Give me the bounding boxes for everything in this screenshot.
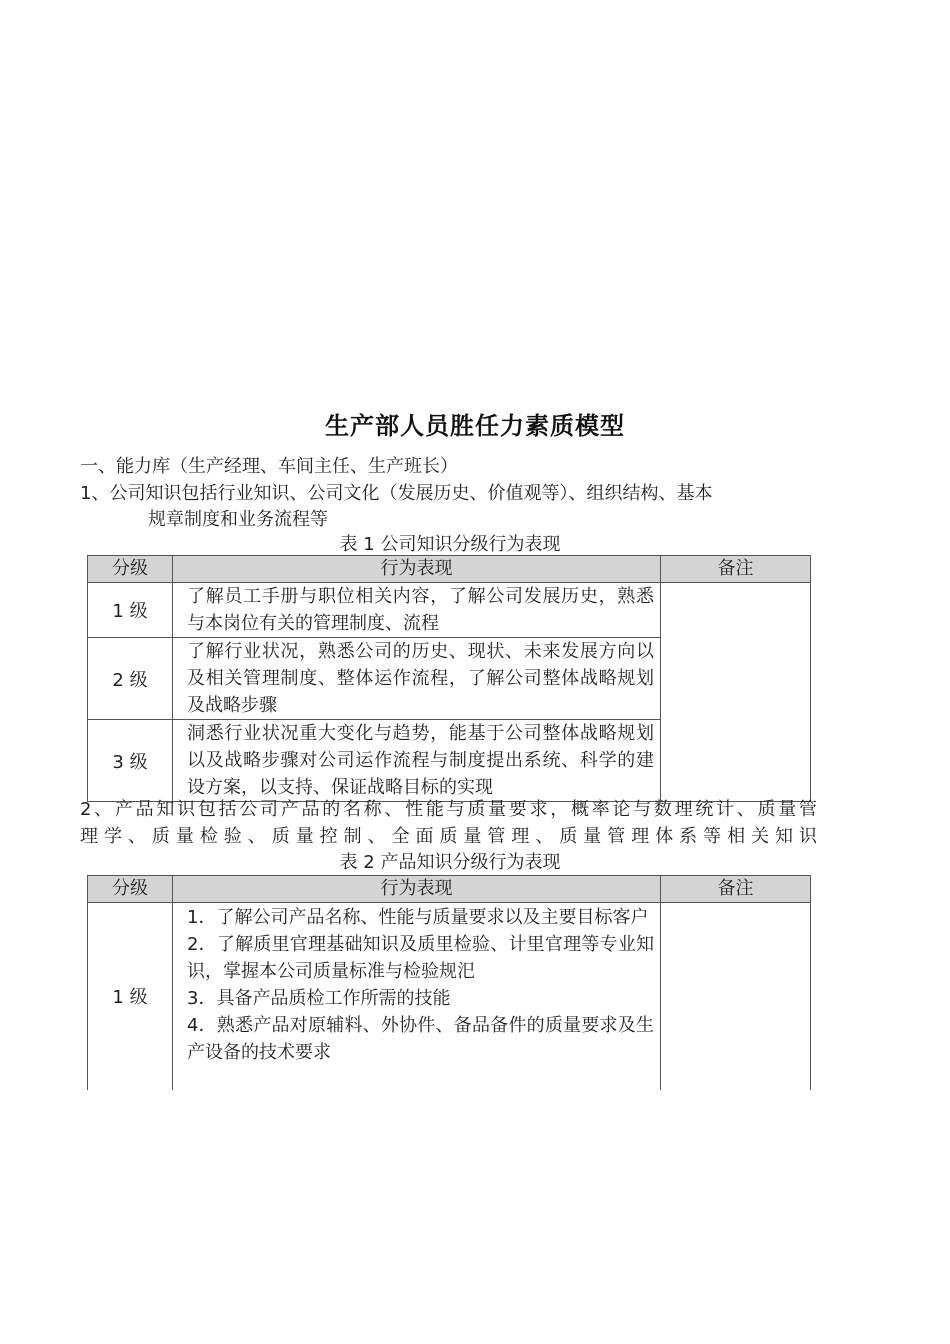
behavior-item: 3．具备产品质检工作所需的技能 xyxy=(187,988,451,1009)
table2 xyxy=(87,875,811,1090)
header-note: 备注 xyxy=(661,876,811,903)
header-note: 备注 xyxy=(661,556,811,583)
table2-caption: 表 2 产品知识分级行为表现 xyxy=(339,852,561,873)
behavior-item: 4．熟悉产品对原辅料、外协件、备品备件的质量要求及生产设备的技术要求 xyxy=(187,1015,654,1063)
header-behavior: 行为表现 xyxy=(173,556,661,583)
table-row xyxy=(88,903,811,1090)
table1 xyxy=(87,555,811,802)
level-cell: 1 级 xyxy=(88,583,173,638)
behavior-item: 2．了解质里官理基础知识及质里检验、计里官理等专业知识，掌握本公司质量标准与检验规汜 xyxy=(187,934,654,982)
note-cell xyxy=(661,903,811,1090)
header-level: 分级 xyxy=(88,556,173,583)
behavior-item: 1．了解公司产品名称、性能与质量要求以及主要目标客户 xyxy=(187,907,649,928)
item1-text-continued: 规章制度和业务流程等 xyxy=(148,509,328,530)
note-cell xyxy=(661,583,811,802)
item2-text: 2、产品知识包括公司产品的名称、性能与质量要求，概率论与数理统计、质量管 xyxy=(80,799,817,820)
behavior-cell xyxy=(173,903,661,1090)
item1-text: 1、公司知识包括行业知识、公司文化（发展历史、价值观等）、组织结构、基本 xyxy=(80,483,713,504)
document-title: 生产部人员胜任力素质模型 xyxy=(325,412,625,440)
header-level: 分级 xyxy=(88,876,173,903)
table-header-row xyxy=(88,876,811,903)
behavior-cell: 洞悉行业状况重大变化与趋势，能基于公司整体战略规划以及战略步骤对公司运作流程与制度提出系统、科学的建设方案，以支持、保证战略目标的实现 xyxy=(173,720,661,802)
table-row xyxy=(88,583,811,638)
table-header-row xyxy=(88,556,811,583)
level-cell: 2 级 xyxy=(88,638,173,720)
level-cell: 3 级 xyxy=(88,720,173,802)
level-cell: 1 级 xyxy=(88,903,173,1090)
behavior-cell: 了解员工手册与职位相关内容，了解公司发展历史，熟悉与本岗位有关的管理制度、流程 xyxy=(173,583,661,638)
section-heading: 一、能力库（生产经理、车间主任、生产班长） xyxy=(80,456,458,477)
table1-caption: 表 1 公司知识分级行为表现 xyxy=(339,534,561,555)
header-behavior: 行为表现 xyxy=(173,876,661,903)
item2-text-continued: 理学、质量检验、质量控制、全面质量管理、质量管理体系等相关知识 xyxy=(80,826,817,847)
behavior-cell: 了解行业状况，熟悉公司的历史、现状、未来发展方向以及相关管理制度、整体运作流程，了解公司整体战略规划及战略步骤 xyxy=(173,638,661,720)
